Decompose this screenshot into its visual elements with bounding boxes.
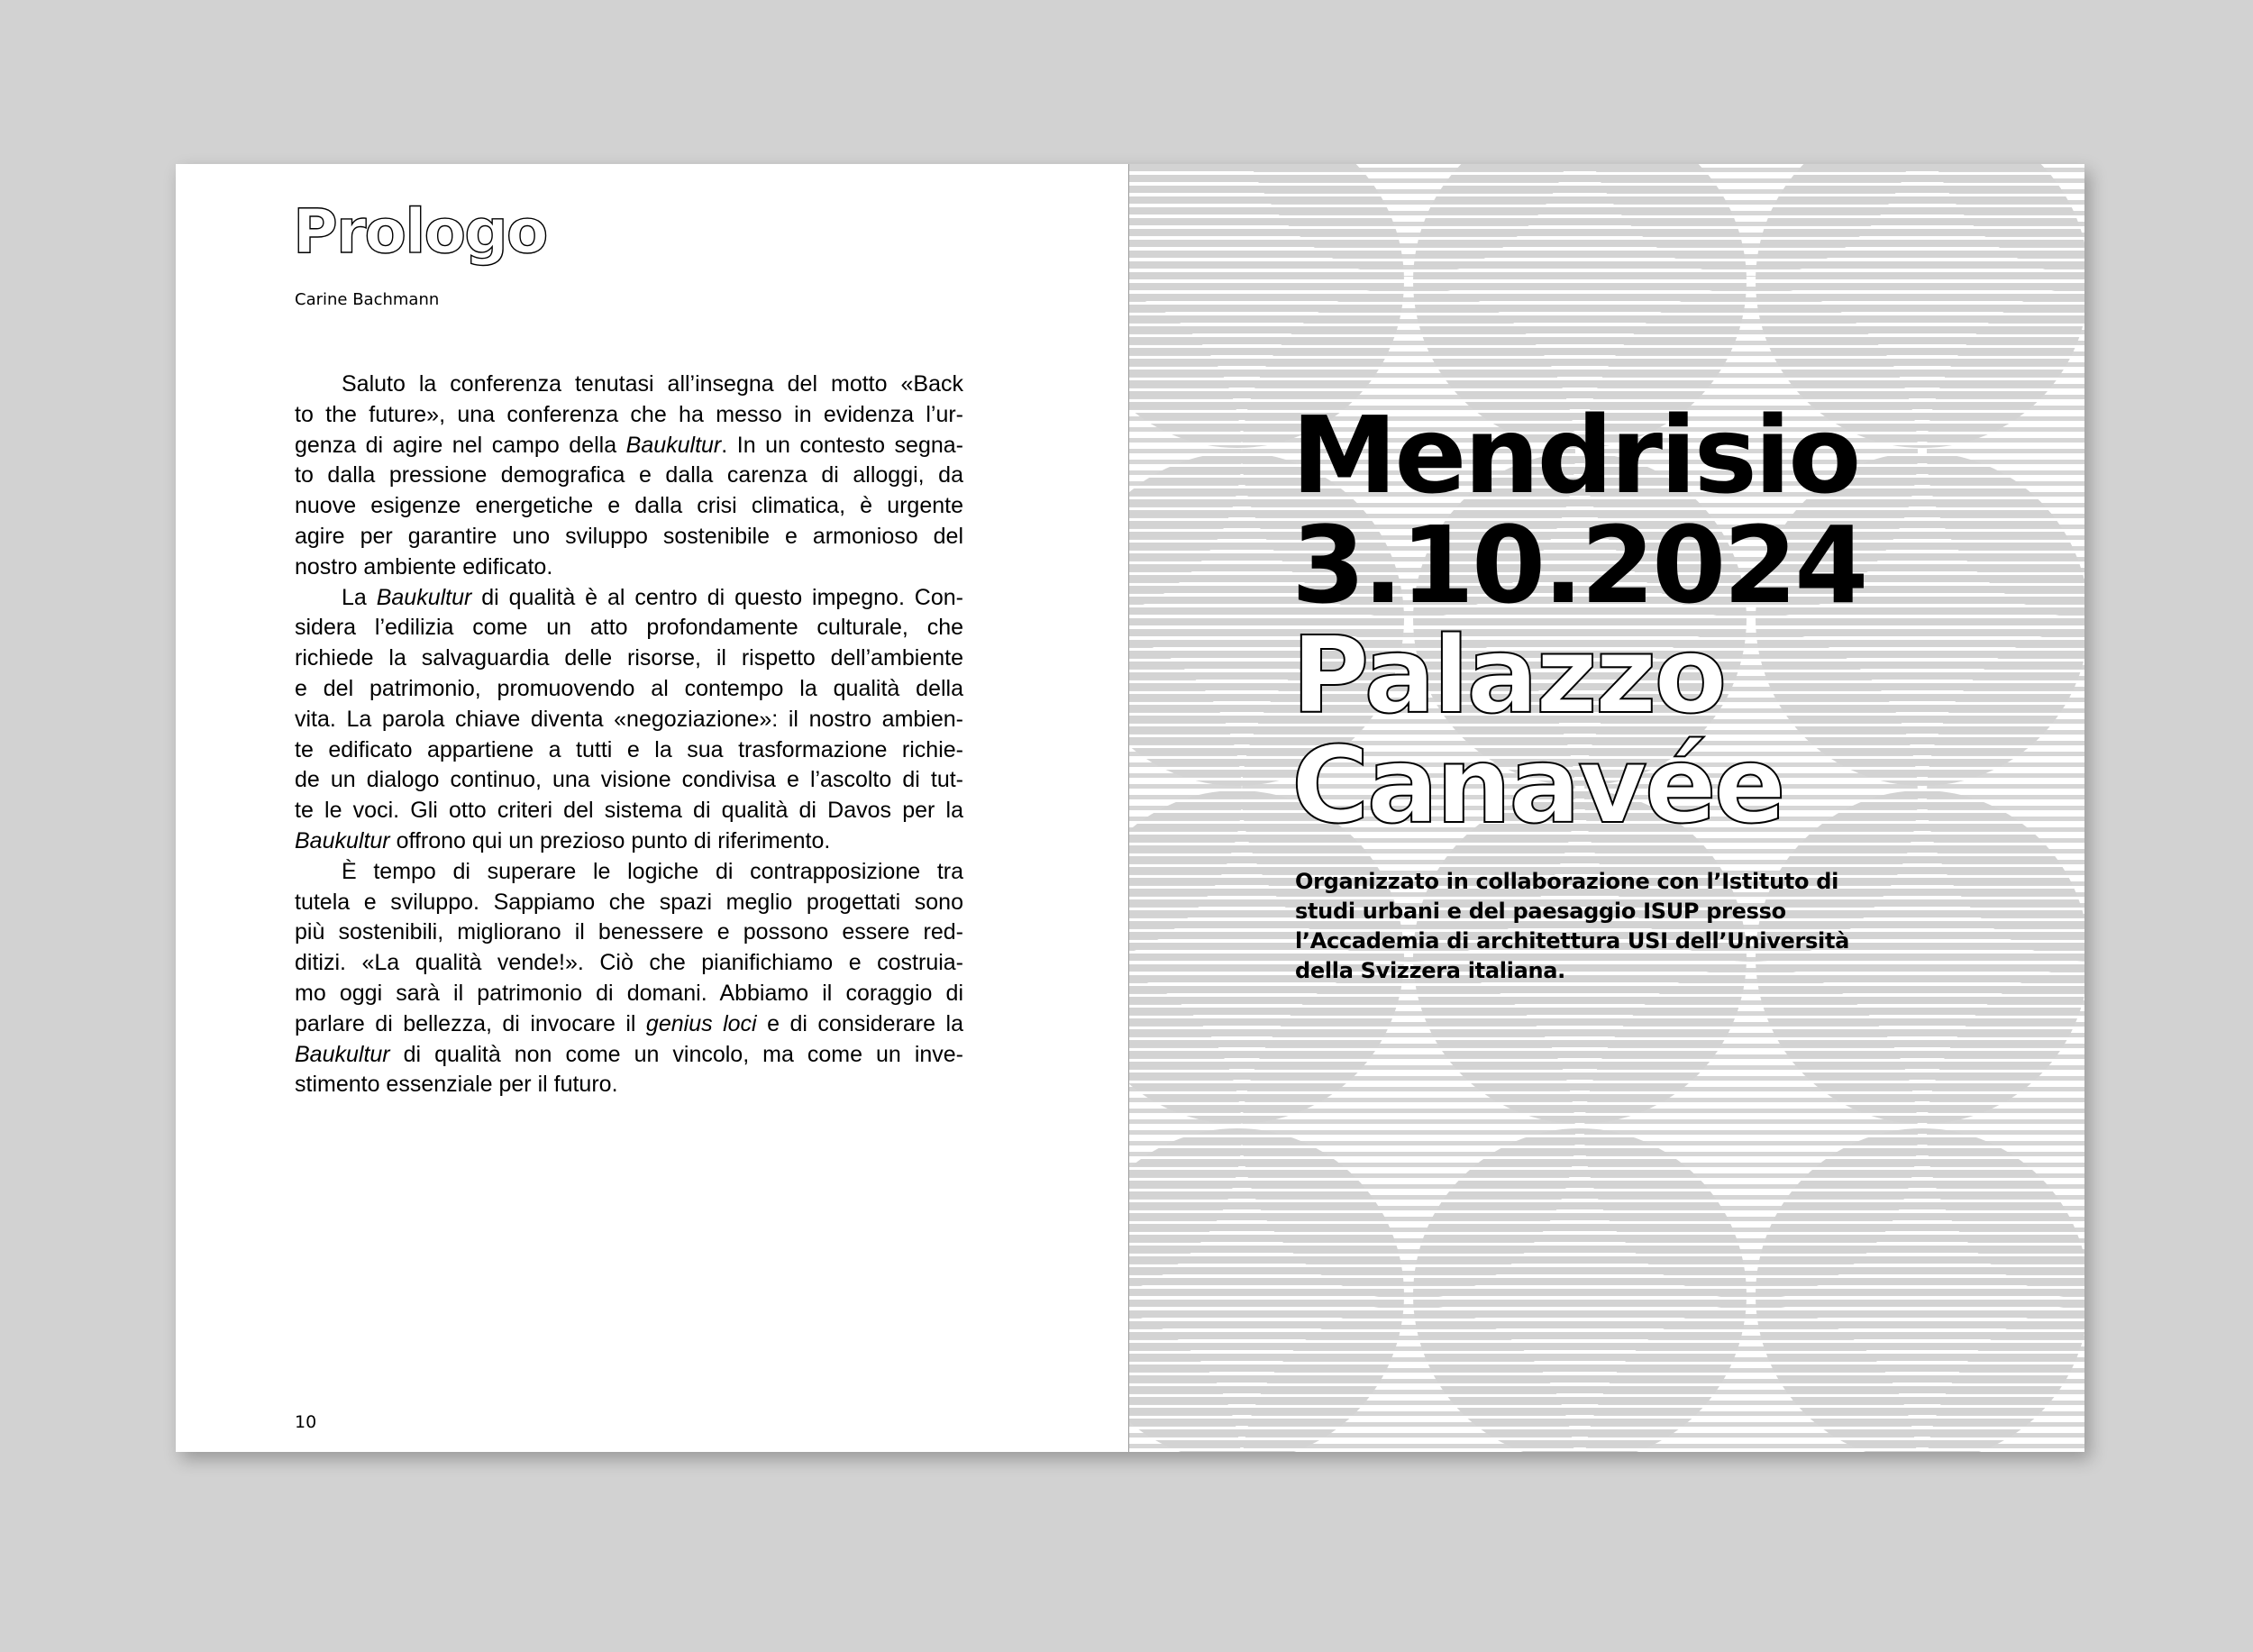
italic-term: Baukultur bbox=[376, 584, 472, 610]
body-line: e del patrimonio, promuovendo al contempo la qualità della bbox=[295, 675, 963, 701]
body-paragraph bbox=[295, 370, 963, 583]
body-line: ditizi. «La qualità vende!». Ciò che pianifichiamo e costruia- bbox=[295, 950, 963, 976]
body-line: Saluto la conferenza tenutasi all’insegna del motto «Back bbox=[342, 371, 963, 397]
event-location: Mendrisio bbox=[1291, 393, 1859, 517]
organizer-line: l’Accademia di architettura USI dell’Università bbox=[1295, 928, 1850, 954]
page-number: 10 bbox=[295, 1412, 317, 1432]
body-text bbox=[295, 370, 963, 1100]
event-venue-line-2: Canavée bbox=[1291, 723, 1783, 847]
body-line: vita. La parola chiave diventa «negoziazione»: il nostro ambien- bbox=[295, 706, 963, 732]
body-line: genza di agire nel campo della Baukultur. In un contesto segna- bbox=[295, 432, 963, 458]
body-line: tutela e sviluppo. Sappiamo che spazi meglio progettati sono bbox=[295, 889, 963, 915]
italic-term: Baukultur bbox=[295, 1041, 390, 1067]
spine-fold bbox=[1128, 164, 1129, 1452]
italic-term: Baukultur bbox=[295, 827, 390, 853]
organizer-line: studi urbani e del paesaggio ISUP presso bbox=[1295, 899, 1786, 924]
body-line: La Baukultur di qualità è al centro di questo impegno. Con- bbox=[342, 584, 963, 610]
body-line: Baukultur offrono qui un prezioso punto di riferimento. bbox=[295, 827, 831, 853]
body-line: to the future», una conferenza che ha messo in evidenza l’ur- bbox=[295, 401, 963, 427]
body-line: nostro ambiente edificato. bbox=[295, 553, 553, 580]
body-line: te edificato appartiene a tutti e la sua trasformazione richie- bbox=[295, 736, 963, 762]
italic-term: genius loci bbox=[645, 1010, 757, 1036]
event-venue-line-1: Palazzo bbox=[1291, 613, 1725, 737]
event-title bbox=[1291, 393, 1866, 847]
book-spread bbox=[176, 164, 2084, 1452]
body-line: nuove esigenze energetiche e dalla crisi climatica, è urgente bbox=[295, 493, 963, 519]
organizer-note bbox=[1295, 867, 1872, 986]
body-line: to dalla pressione demografica e dalla carenza di alloggi, da bbox=[295, 462, 963, 488]
body-paragraph bbox=[295, 857, 963, 1100]
left-page bbox=[176, 164, 1129, 1452]
organizer-line: della Svizzera italiana. bbox=[1295, 958, 1565, 983]
right-page bbox=[1129, 164, 2084, 1452]
body-line: Baukultur di qualità non come un vincolo, ma come un inve- bbox=[295, 1041, 963, 1067]
body-line: È tempo di superare le logiche di contrapposizione tra bbox=[342, 858, 963, 884]
body-line: parlare di bellezza, di invocare il genius loci e di considerare la bbox=[295, 1010, 963, 1036]
body-line: stimento essenziale per il futuro. bbox=[295, 1072, 618, 1098]
body-line: te le voci. Gli otto criteri del sistema di qualità di Davos per la bbox=[295, 798, 963, 824]
body-line: più sostenibili, migliorano il benessere e possono essere red- bbox=[295, 919, 963, 945]
body-line: sidera l’edilizia come un atto profondamente culturale, che bbox=[295, 615, 963, 641]
organizer-line: Organizzato in collaborazione con l’Istituto di bbox=[1295, 869, 1839, 894]
event-date: 3.10.2024 bbox=[1291, 503, 1866, 627]
body-paragraph bbox=[295, 583, 963, 857]
body-line: de un dialogo continuo, una visione condivisa e l’ascolto di tut- bbox=[295, 767, 963, 793]
author-name: Carine Bachmann bbox=[295, 290, 440, 309]
italic-term: Baukultur bbox=[625, 432, 722, 458]
body-line: mo oggi sarà il patrimonio di domani. Abbiamo il coraggio di bbox=[295, 980, 963, 1006]
body-line: agire per garantire uno sviluppo sostenibile e armonioso del bbox=[295, 523, 963, 549]
chapter-title: Prologo bbox=[293, 196, 547, 268]
body-line: richiede la salvaguardia delle risorse, il rispetto dell’ambiente bbox=[295, 645, 963, 671]
